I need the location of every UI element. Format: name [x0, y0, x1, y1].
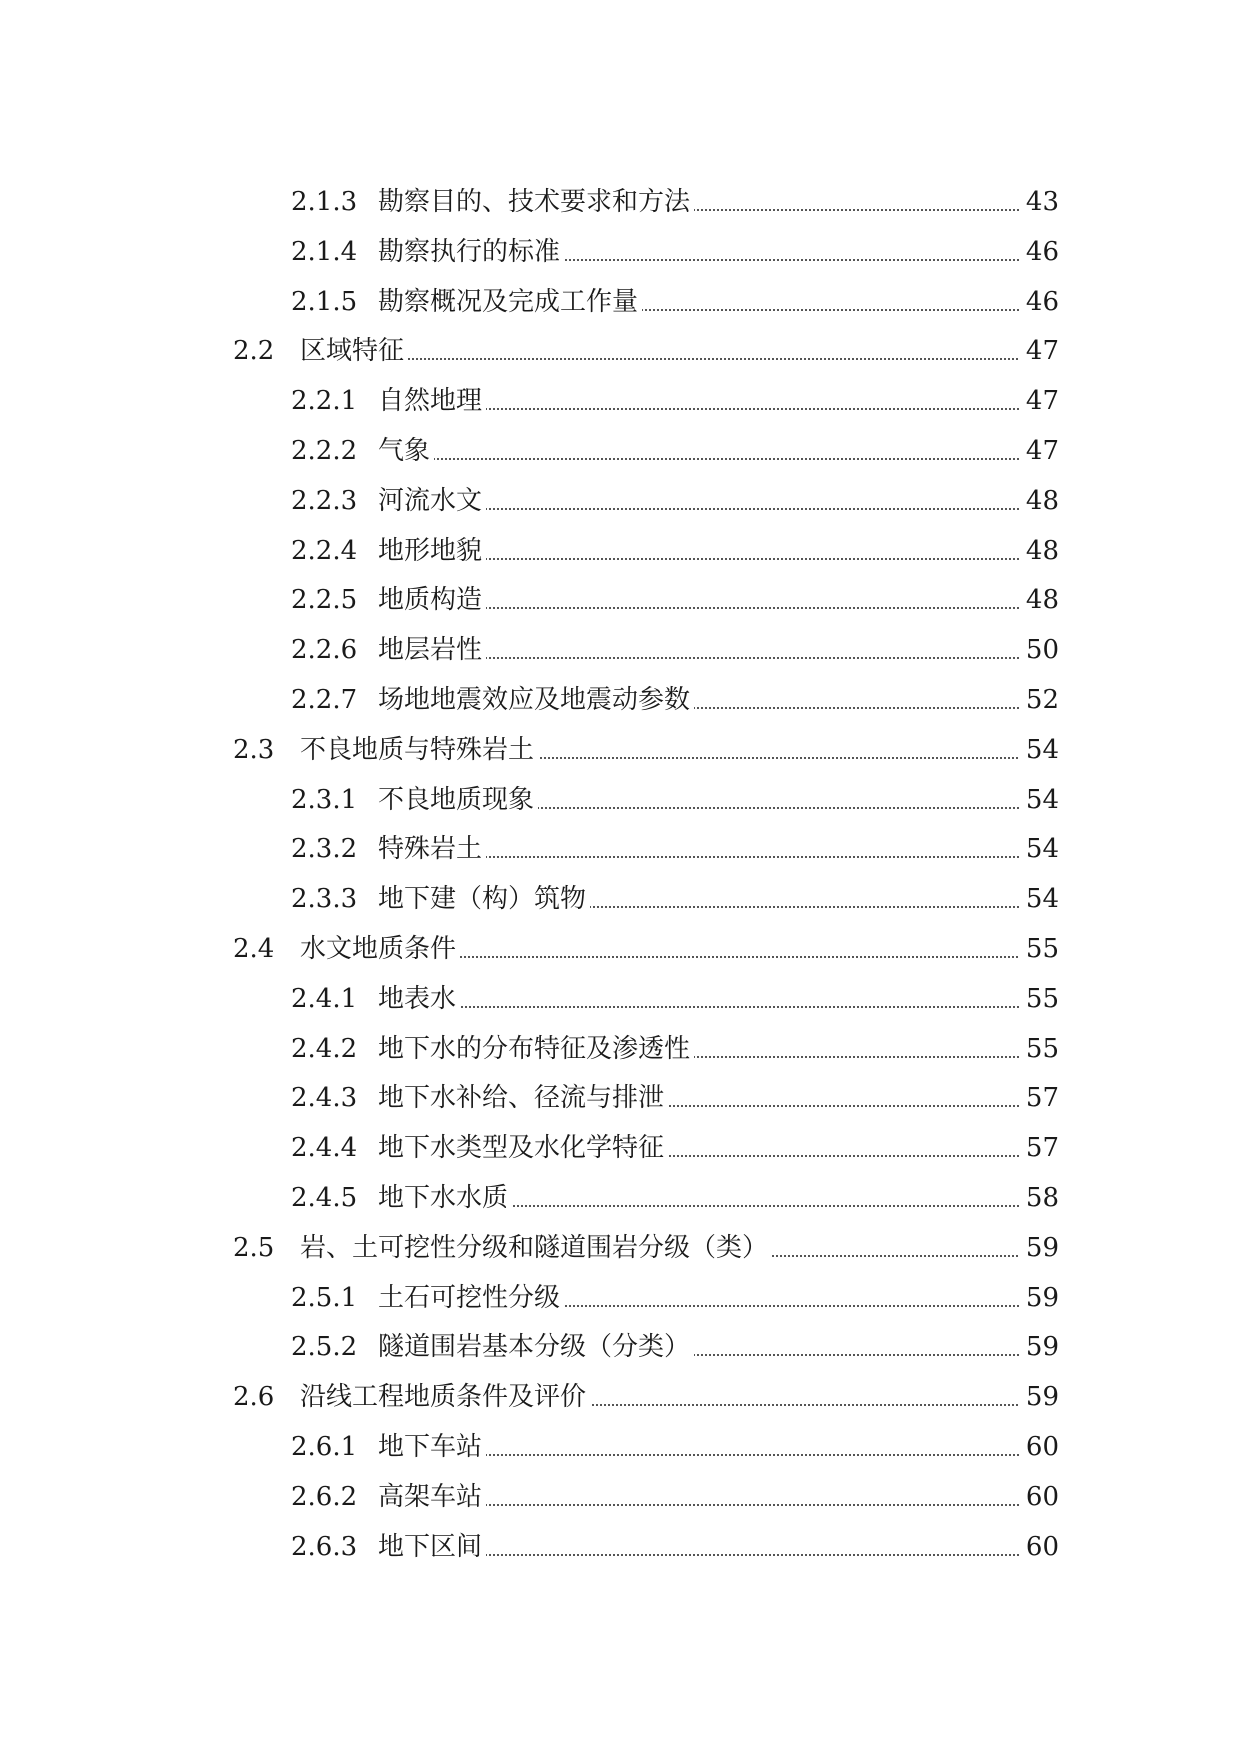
toc-entry-number: 2.5.2 — [291, 1332, 358, 1363]
toc-entry[interactable] — [0, 1473, 1241, 1523]
toc-entry-number: 2.3.3 — [291, 884, 358, 915]
toc-entry-page-number: 46 — [1019, 228, 1059, 278]
toc-entry-number: 2.1.5 — [291, 286, 358, 317]
toc-entry-number: 2.2.3 — [291, 485, 358, 516]
toc-entry-number: 2.3 — [233, 734, 275, 765]
toc-entry-page-number: 59 — [1019, 1323, 1059, 1373]
toc-entry[interactable] — [0, 178, 1241, 228]
toc-entry[interactable] — [0, 726, 1241, 776]
toc-entry-page-number: 59 — [1019, 1373, 1059, 1423]
toc-entry[interactable] — [0, 1124, 1241, 1174]
toc-entry-page-number: 48 — [1019, 576, 1059, 626]
toc-entry[interactable] — [0, 676, 1241, 726]
toc-entry[interactable] — [0, 1373, 1241, 1423]
toc-entry-page-number: 58 — [1019, 1174, 1059, 1224]
toc-entry[interactable] — [0, 1523, 1241, 1573]
toc-entry-number: 2.2.5 — [291, 585, 358, 616]
toc-entry-page-number: 57 — [1019, 1074, 1059, 1124]
toc-entry-title: 不良地质与特殊岩土 — [300, 726, 538, 776]
toc-entry-page-number: 57 — [1019, 1124, 1059, 1174]
toc-entry-page-number: 47 — [1019, 427, 1059, 477]
toc-entry-title: 地质构造 — [378, 576, 486, 626]
toc-entry-title: 勘察概况及完成工作量 — [378, 278, 642, 328]
toc-entry[interactable] — [0, 1174, 1241, 1224]
toc-entry-title: 河流水文 — [378, 477, 486, 527]
toc-entry-number: 2.5 — [233, 1232, 275, 1263]
toc-entry-title: 场地地震效应及地震动参数 — [378, 676, 694, 726]
toc-entry-title: 地表水 — [378, 975, 460, 1025]
toc-entry-page-number: 50 — [1019, 626, 1059, 676]
toc-entry-title: 地下水类型及水化学特征 — [378, 1124, 668, 1174]
toc-entry-page-number: 46 — [1019, 278, 1059, 328]
toc-entry[interactable] — [0, 626, 1241, 676]
toc-entry-title: 气象 — [378, 427, 434, 477]
toc-entry-number: 2.1.3 — [291, 187, 358, 217]
toc-entry[interactable] — [0, 925, 1241, 975]
toc-entry[interactable] — [0, 228, 1241, 278]
toc-entry[interactable] — [0, 1423, 1241, 1473]
toc-entry-number: 2.4.5 — [291, 1182, 358, 1213]
toc-entry-title: 岩、土可挖性分级和隧道围岩分级（类） — [300, 1224, 772, 1274]
toc-entry[interactable] — [0, 477, 1241, 527]
toc-entry[interactable] — [0, 825, 1241, 875]
toc-entry-title: 地下水补给、径流与排泄 — [378, 1074, 668, 1124]
toc-entry-page-number: 59 — [1019, 1224, 1059, 1274]
toc-entry-number: 2.2.4 — [291, 535, 358, 566]
toc-entry-number: 2.4.2 — [291, 1033, 358, 1064]
toc-entry-number: 2.6.1 — [291, 1431, 358, 1462]
toc-entry-page-number: 47 — [1019, 327, 1059, 377]
toc-entry[interactable] — [0, 527, 1241, 577]
toc-entry-number: 2.2.6 — [291, 635, 358, 666]
toc-entry-number: 2.6 — [233, 1382, 275, 1413]
toc-entry[interactable] — [0, 278, 1241, 328]
toc-entry[interactable] — [0, 776, 1241, 826]
toc-entry-title: 土石可挖性分级 — [378, 1274, 564, 1324]
toc-entry-title: 隧道围岩基本分级（分类） — [378, 1323, 694, 1373]
toc-entry-page-number: 60 — [1019, 1523, 1059, 1573]
toc-entry-number: 2.6.3 — [291, 1531, 358, 1562]
toc-entry-title: 地下水水质 — [378, 1174, 512, 1224]
toc-entry[interactable] — [0, 576, 1241, 626]
toc-entry-title: 自然地理 — [378, 377, 486, 427]
toc-entry-title: 区域特征 — [300, 327, 408, 377]
toc-entry-title: 高架车站 — [378, 1473, 486, 1523]
toc-entry-page-number: 43 — [1019, 178, 1059, 228]
toc-entry-page-number: 54 — [1019, 875, 1059, 925]
toc-entry-page-number: 59 — [1019, 1274, 1059, 1324]
toc-entry[interactable] — [0, 1074, 1241, 1124]
toc-entry-page-number: 55 — [1019, 925, 1059, 975]
toc-entry-number: 2.2.7 — [291, 684, 358, 715]
toc-entry[interactable] — [0, 875, 1241, 925]
toc-entry-page-number: 48 — [1019, 477, 1059, 527]
toc-dot-leader — [378, 458, 1026, 460]
toc-entry-title: 水文地质条件 — [300, 925, 460, 975]
toc-entry-number: 2.3.2 — [291, 834, 358, 865]
toc-dot-leader — [300, 358, 1026, 360]
toc-entry-page-number: 47 — [1019, 377, 1059, 427]
table-of-contents — [0, 178, 1241, 1572]
toc-entry-number: 2.5.1 — [291, 1282, 358, 1313]
toc-entry-title: 特殊岩土 — [378, 825, 486, 875]
toc-entry-title: 地层岩性 — [378, 626, 486, 676]
toc-entry-number: 2.4 — [233, 933, 275, 964]
toc-entry-title: 地下建（构）筑物 — [378, 875, 590, 925]
toc-entry-page-number: 54 — [1019, 726, 1059, 776]
toc-entry-title: 勘察目的、技术要求和方法 — [378, 178, 694, 228]
toc-entry-number: 2.2.1 — [291, 386, 358, 417]
toc-entry-title: 地下区间 — [378, 1523, 486, 1573]
toc-dot-leader — [378, 1006, 1026, 1008]
toc-entry-page-number: 48 — [1019, 527, 1059, 577]
toc-entry-number: 2.2.2 — [291, 435, 358, 466]
toc-entry[interactable] — [0, 1224, 1241, 1274]
toc-entry[interactable] — [0, 377, 1241, 427]
toc-entry[interactable] — [0, 427, 1241, 477]
toc-entry-number: 2.4.1 — [291, 983, 358, 1014]
toc-entry-title: 不良地质现象 — [378, 776, 538, 826]
toc-entry-number: 2.6.2 — [291, 1481, 358, 1512]
toc-entry-page-number: 54 — [1019, 776, 1059, 826]
toc-entry-page-number: 55 — [1019, 975, 1059, 1025]
toc-entry-number: 2.2 — [233, 336, 275, 367]
toc-entry-page-number: 52 — [1019, 676, 1059, 726]
toc-entry-title: 地下车站 — [378, 1423, 486, 1473]
toc-entry-number: 2.1.4 — [291, 236, 358, 267]
toc-entry-title: 勘察执行的标准 — [378, 228, 564, 278]
toc-entry-number: 2.3.1 — [291, 784, 358, 815]
toc-entry-title: 沿线工程地质条件及评价 — [300, 1373, 590, 1423]
toc-entry[interactable] — [0, 1274, 1241, 1324]
toc-entry[interactable] — [0, 327, 1241, 377]
toc-entry-page-number: 60 — [1019, 1423, 1059, 1473]
toc-entry[interactable] — [0, 975, 1241, 1025]
toc-entry-title: 地形地貌 — [378, 527, 486, 577]
toc-entry-page-number: 55 — [1019, 1025, 1059, 1075]
toc-entry-number: 2.4.3 — [291, 1083, 358, 1114]
toc-entry[interactable] — [0, 1323, 1241, 1373]
toc-entry-page-number: 54 — [1019, 825, 1059, 875]
toc-entry-page-number: 60 — [1019, 1473, 1059, 1523]
toc-entry-title: 地下水的分布特征及渗透性 — [378, 1025, 694, 1075]
toc-entry[interactable] — [0, 1025, 1241, 1075]
toc-entry-number: 2.4.4 — [291, 1133, 358, 1164]
